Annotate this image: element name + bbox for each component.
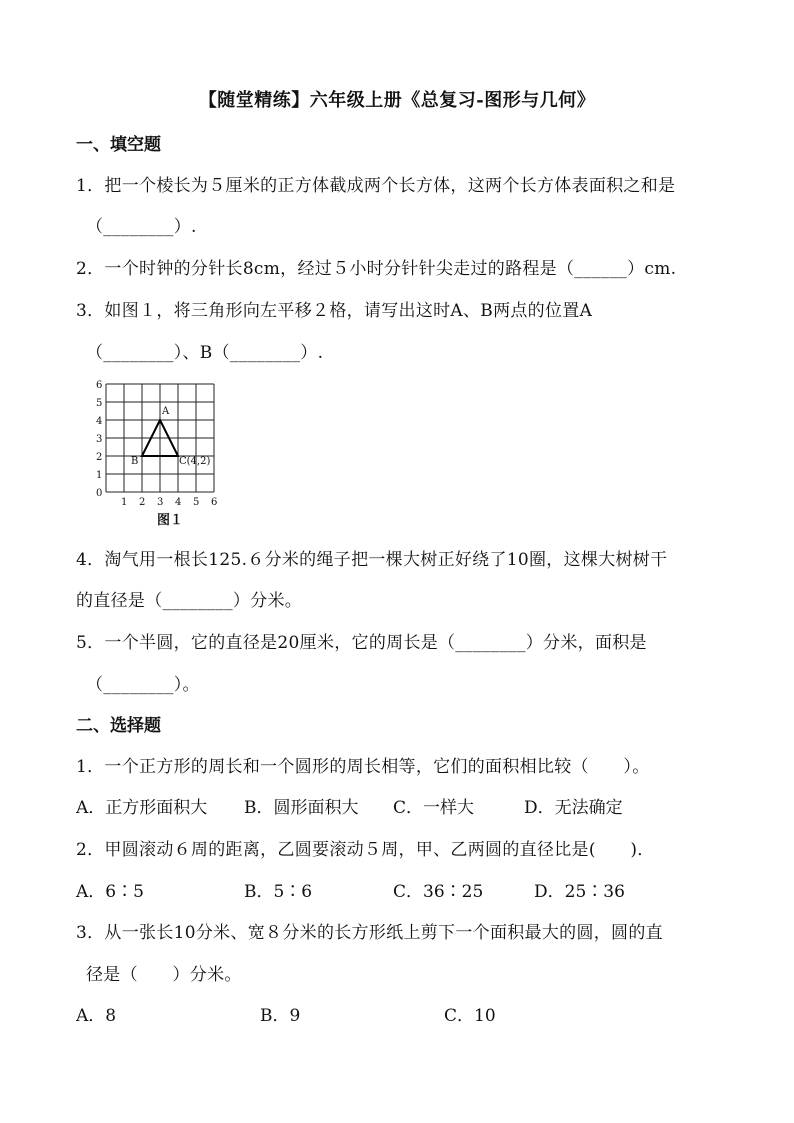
- choice-q1-option-d: D．无法确定: [524, 798, 623, 818]
- choice-q1-option-b: B．圆形面积大: [244, 798, 359, 818]
- y-tick-1: 1: [96, 470, 103, 481]
- y-tick-6: 6: [96, 380, 103, 391]
- grid-svg: [88, 372, 228, 512]
- x-tick-5: 5: [193, 497, 200, 508]
- y-tick-2: 2: [96, 452, 103, 463]
- choice-q2-option-a: A．6∶5: [76, 882, 144, 902]
- figure-grid: [88, 372, 228, 532]
- x-tick-6: 6: [211, 497, 218, 508]
- y-tick-5: 5: [96, 398, 103, 409]
- x-tick-2: 2: [139, 497, 146, 508]
- choice-q3-line1: 3．从一张长10分米、宽８分米的长方形纸上剪下一个面积最大的圆，圆的直: [76, 923, 663, 943]
- fill-q5-line1: 5．一个半圆，它的直径是20厘米，它的周长是（________）分米，面积是: [76, 633, 647, 653]
- choice-q3-option-c: C．10: [444, 1006, 496, 1026]
- choice-q1-stem: 1．一个正方形的周长和一个圆形的周长相等，它们的面积相比较（ ）。: [76, 757, 650, 777]
- fill-q1-line1: 1．把一个棱长为５厘米的正方体截成两个长方体，这两个长方体表面积之和是: [76, 176, 676, 196]
- point-c-label: C(4,2): [179, 456, 211, 467]
- choice-q2-option-d: D．25∶36: [534, 882, 625, 902]
- fill-q2-line1: 2．一个时钟的分针长8cm，经过５小时分针针尖走过的路程是（______）cm.: [76, 259, 677, 279]
- figure-caption: 图１: [157, 513, 184, 528]
- x-tick-3: 3: [157, 497, 164, 508]
- fill-q1-line2: （________）.: [86, 217, 197, 237]
- choice-q3-option-a: A．8: [76, 1006, 117, 1026]
- choice-q3-line2: 径是（ ）分米。: [86, 965, 242, 985]
- y-tick-3: 3: [96, 434, 103, 445]
- point-a-label: A: [162, 406, 170, 417]
- grid-lines: [106, 384, 214, 492]
- fill-q3-line1: 3．如图１，将三角形向左平移２格，请写出这时A、B两点的位置A: [76, 301, 593, 321]
- fill-q3-line2: （________）、B（________）.: [86, 343, 324, 363]
- choice-q1-option-a: A．正方形面积大: [76, 798, 208, 818]
- choice-q2-option-b: B．5∶6: [244, 882, 313, 902]
- point-b-label: B: [131, 456, 139, 467]
- x-tick-1: 1: [121, 497, 128, 508]
- fill-q5-line2: （________）。: [86, 675, 200, 695]
- section-choice-heading: 二、选择题: [76, 716, 161, 736]
- y-tick-0: 0: [96, 488, 103, 499]
- choice-q3-option-b: B．9: [260, 1006, 301, 1026]
- section-fill-heading: 一、填空题: [76, 135, 161, 155]
- x-tick-4: 4: [175, 497, 182, 508]
- fill-q4-line1: 4．淘气用一根长125.６分米的绳子把一棵大树正好绕了10圈，这棵大树树干: [76, 550, 668, 570]
- y-tick-4: 4: [96, 416, 103, 427]
- page-title: 【随堂精练】六年级上册《总复习-图形与几何》: [198, 90, 596, 111]
- choice-q1-option-c: C．一样大: [393, 798, 475, 818]
- choice-q2-stem: 2．甲圆滚动６周的距离，乙圆要滚动５周，甲、乙两圆的直径比是( )．: [76, 840, 655, 860]
- fill-q4-line2: 的直径是（________）分米。: [76, 591, 303, 611]
- choice-q2-option-c: C．36∶25: [393, 882, 484, 902]
